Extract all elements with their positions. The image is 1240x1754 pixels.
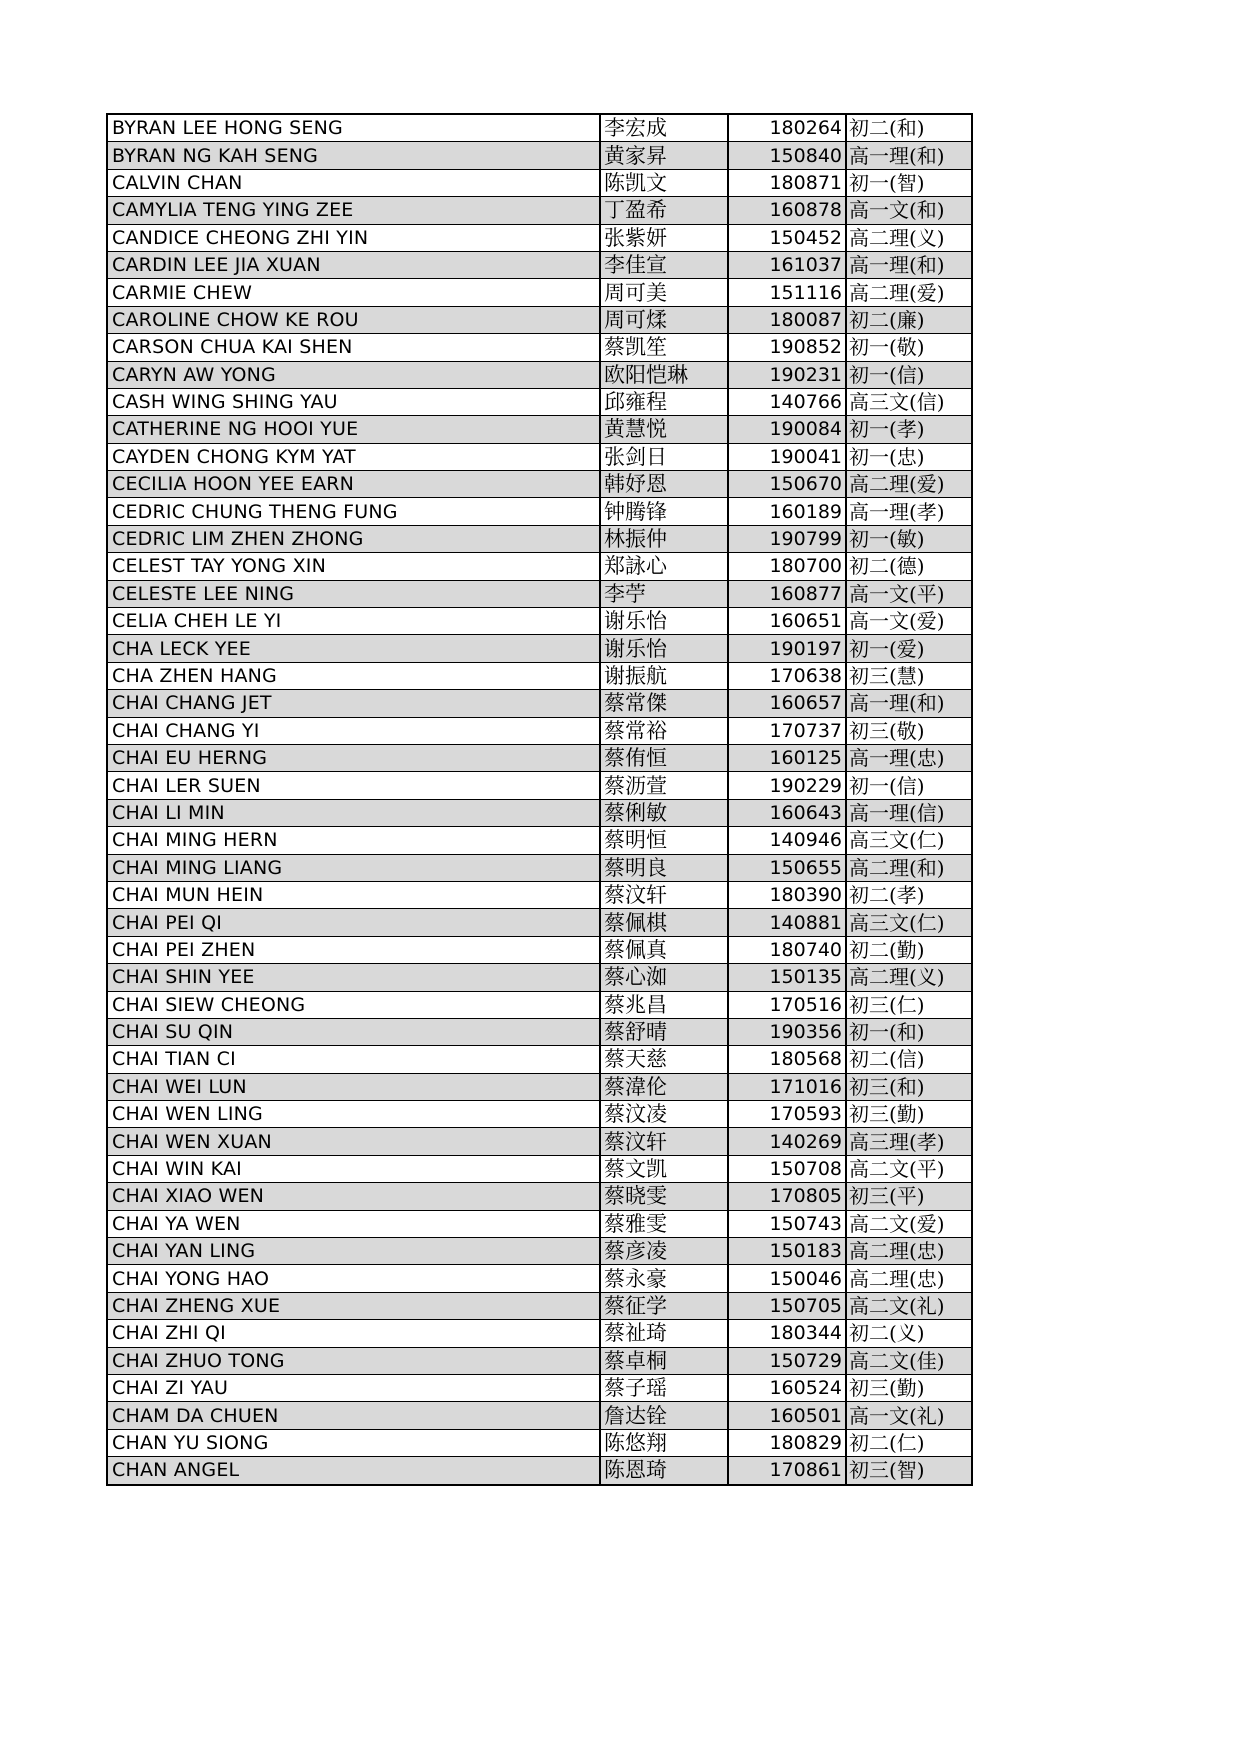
student-name-cell: CHAI WIN KAI	[107, 1155, 600, 1182]
student-id-cell: 180829	[728, 1429, 846, 1456]
student-roster-table	[106, 113, 973, 1486]
table-row	[107, 443, 972, 470]
chinese-name-cell: 韩妤恩	[600, 471, 728, 498]
table-row	[107, 224, 972, 251]
student-name-cell: CHA LECK YEE	[107, 635, 600, 662]
student-id-cell: 180700	[728, 553, 846, 580]
chinese-name-cell: 林振仲	[600, 525, 728, 552]
table-row	[107, 1018, 972, 1045]
student-name-cell: CHAI WEN LING	[107, 1101, 600, 1128]
chinese-name-cell: 蔡祉琦	[600, 1320, 728, 1347]
student-name-cell: CELESTE LEE NING	[107, 580, 600, 607]
class-cell: 高一理(孝)	[846, 498, 972, 525]
table-row	[107, 279, 972, 306]
class-cell: 初一(孝)	[846, 416, 972, 443]
student-id-cell: 160125	[728, 744, 846, 771]
table-row	[107, 142, 972, 169]
student-name-cell: CHAI EU HERNG	[107, 744, 600, 771]
student-id-cell: 140269	[728, 1128, 846, 1155]
student-name-cell: CHA ZHEN HANG	[107, 662, 600, 689]
table-row	[107, 854, 972, 881]
table-row	[107, 744, 972, 771]
table-row	[107, 114, 972, 142]
class-cell: 高一文(礼)	[846, 1402, 972, 1429]
chinese-name-cell: 张紫妍	[600, 224, 728, 251]
student-id-cell: 190084	[728, 416, 846, 443]
student-id-cell: 150840	[728, 142, 846, 169]
student-name-cell: CHAI ZHUO TONG	[107, 1347, 600, 1374]
class-cell: 初三(和)	[846, 1073, 972, 1100]
table-row	[107, 197, 972, 224]
class-cell: 高一理(忠)	[846, 744, 972, 771]
class-cell: 高三文(仁)	[846, 827, 972, 854]
table-row	[107, 1073, 972, 1100]
class-cell: 初二(勤)	[846, 936, 972, 963]
table-row	[107, 1210, 972, 1237]
student-name-cell: CHAI TIAN CI	[107, 1046, 600, 1073]
table-row	[107, 1101, 972, 1128]
student-name-cell: CARYN AW YONG	[107, 361, 600, 388]
student-id-cell: 180087	[728, 306, 846, 333]
table-row	[107, 1046, 972, 1073]
table-row	[107, 1457, 972, 1485]
chinese-name-cell: 蔡汶轩	[600, 881, 728, 908]
chinese-name-cell: 蔡明恒	[600, 827, 728, 854]
class-cell: 初一(信)	[846, 772, 972, 799]
chinese-name-cell: 蔡沥萱	[600, 772, 728, 799]
student-id-cell: 150729	[728, 1347, 846, 1374]
chinese-name-cell: 丁盈希	[600, 197, 728, 224]
class-cell: 高一理(和)	[846, 690, 972, 717]
class-cell: 高二文(平)	[846, 1155, 972, 1182]
class-cell: 初一(智)	[846, 169, 972, 196]
class-cell: 初一(信)	[846, 361, 972, 388]
class-cell: 初一(忠)	[846, 443, 972, 470]
student-id-cell: 180740	[728, 936, 846, 963]
student-id-cell: 160877	[728, 580, 846, 607]
student-id-cell: 140766	[728, 388, 846, 415]
student-id-cell: 140881	[728, 909, 846, 936]
chinese-name-cell: 蔡明良	[600, 854, 728, 881]
student-name-cell: CARSON CHUA KAI SHEN	[107, 334, 600, 361]
student-name-cell: CASH WING SHING YAU	[107, 388, 600, 415]
student-name-cell: CAROLINE CHOW KE ROU	[107, 306, 600, 333]
student-name-cell: CHAI WEN XUAN	[107, 1128, 600, 1155]
student-name-cell: CHAI ZHENG XUE	[107, 1292, 600, 1319]
table-row	[107, 1128, 972, 1155]
chinese-name-cell: 谢乐怡	[600, 635, 728, 662]
chinese-name-cell: 蔡常傑	[600, 690, 728, 717]
student-id-cell: 180568	[728, 1046, 846, 1073]
chinese-name-cell: 蔡凯笙	[600, 334, 728, 361]
student-name-cell: CHAI YONG HAO	[107, 1265, 600, 1292]
student-id-cell: 170805	[728, 1183, 846, 1210]
student-name-cell: CHAI MING HERN	[107, 827, 600, 854]
student-id-cell: 180344	[728, 1320, 846, 1347]
student-id-cell: 150705	[728, 1292, 846, 1319]
student-name-cell: CHAI SU QIN	[107, 1018, 600, 1045]
chinese-name-cell: 李佳宣	[600, 251, 728, 278]
student-id-cell: 160501	[728, 1402, 846, 1429]
student-id-cell: 190229	[728, 772, 846, 799]
chinese-name-cell: 蔡佩真	[600, 936, 728, 963]
chinese-name-cell: 蔡心洳	[600, 964, 728, 991]
chinese-name-cell: 张剑日	[600, 443, 728, 470]
class-cell: 高一文(和)	[846, 197, 972, 224]
class-cell: 初三(仁)	[846, 991, 972, 1018]
student-id-cell: 190197	[728, 635, 846, 662]
table-row	[107, 772, 972, 799]
class-cell: 高一文(平)	[846, 580, 972, 607]
class-cell: 初二(廉)	[846, 306, 972, 333]
class-cell: 初一(爱)	[846, 635, 972, 662]
student-name-cell: CHAI ZI YAU	[107, 1374, 600, 1401]
student-id-cell: 161037	[728, 251, 846, 278]
chinese-name-cell: 蔡湋伦	[600, 1073, 728, 1100]
table-row	[107, 1265, 972, 1292]
table-row	[107, 799, 972, 826]
class-cell: 高二理(义)	[846, 224, 972, 251]
table-row	[107, 334, 972, 361]
student-name-cell: CHAI MING LIANG	[107, 854, 600, 881]
chinese-name-cell: 蔡子瑶	[600, 1374, 728, 1401]
student-id-cell: 150743	[728, 1210, 846, 1237]
class-cell: 高二文(佳)	[846, 1347, 972, 1374]
student-id-cell: 170516	[728, 991, 846, 1018]
table-row	[107, 964, 972, 991]
table-row	[107, 1155, 972, 1182]
class-cell: 初二(仁)	[846, 1429, 972, 1456]
student-id-cell: 190852	[728, 334, 846, 361]
table-row	[107, 881, 972, 908]
student-name-cell: CHAI SHIN YEE	[107, 964, 600, 991]
table-row	[107, 580, 972, 607]
student-id-cell: 150708	[728, 1155, 846, 1182]
class-cell: 初二(义)	[846, 1320, 972, 1347]
chinese-name-cell: 蔡文凯	[600, 1155, 728, 1182]
chinese-name-cell: 钟腾锋	[600, 498, 728, 525]
student-name-cell: CARMIE CHEW	[107, 279, 600, 306]
chinese-name-cell: 谢乐怡	[600, 608, 728, 635]
student-id-cell: 150655	[728, 854, 846, 881]
student-id-cell: 180871	[728, 169, 846, 196]
student-name-cell: CALVIN CHAN	[107, 169, 600, 196]
class-cell: 高三文(信)	[846, 388, 972, 415]
chinese-name-cell: 蔡卓桐	[600, 1347, 728, 1374]
student-id-cell: 151116	[728, 279, 846, 306]
chinese-name-cell: 蔡雅雯	[600, 1210, 728, 1237]
class-cell: 高二理(爱)	[846, 471, 972, 498]
chinese-name-cell: 蔡汶轩	[600, 1128, 728, 1155]
student-name-cell: CANDICE CHEONG ZHI YIN	[107, 224, 600, 251]
student-name-cell: CATHERINE NG HOOI YUE	[107, 416, 600, 443]
chinese-name-cell: 蔡汶凌	[600, 1101, 728, 1128]
student-id-cell: 190041	[728, 443, 846, 470]
table-row	[107, 1347, 972, 1374]
student-name-cell: CHAI ZHI QI	[107, 1320, 600, 1347]
class-cell: 初三(敬)	[846, 717, 972, 744]
chinese-name-cell: 蔡兆昌	[600, 991, 728, 1018]
student-name-cell: CAYDEN CHONG KYM YAT	[107, 443, 600, 470]
table-row	[107, 361, 972, 388]
student-id-cell: 150452	[728, 224, 846, 251]
table-row	[107, 1429, 972, 1456]
class-cell: 高二理(和)	[846, 854, 972, 881]
student-id-cell: 190356	[728, 1018, 846, 1045]
class-cell: 初二(德)	[846, 553, 972, 580]
student-id-cell: 170737	[728, 717, 846, 744]
student-name-cell: CHAI YA WEN	[107, 1210, 600, 1237]
class-cell: 初一(和)	[846, 1018, 972, 1045]
table-row	[107, 388, 972, 415]
table-row	[107, 416, 972, 443]
chinese-name-cell: 郑詠心	[600, 553, 728, 580]
table-row	[107, 662, 972, 689]
student-name-cell: CELIA CHEH LE YI	[107, 608, 600, 635]
table-row	[107, 909, 972, 936]
student-name-cell: CHAM DA CHUEN	[107, 1402, 600, 1429]
student-id-cell: 160189	[728, 498, 846, 525]
class-cell: 初二(信)	[846, 1046, 972, 1073]
chinese-name-cell: 蔡侑恒	[600, 744, 728, 771]
student-name-cell: CEDRIC CHUNG THENG FUNG	[107, 498, 600, 525]
student-id-cell: 150183	[728, 1238, 846, 1265]
chinese-name-cell: 周可美	[600, 279, 728, 306]
table-row	[107, 608, 972, 635]
class-cell: 高一理(信)	[846, 799, 972, 826]
class-cell: 高二理(爱)	[846, 279, 972, 306]
chinese-name-cell: 蔡俐敏	[600, 799, 728, 826]
student-id-cell: 160651	[728, 608, 846, 635]
student-name-cell: CHAI MUN HEIN	[107, 881, 600, 908]
class-cell: 初三(智)	[846, 1457, 972, 1485]
chinese-name-cell: 蔡常裕	[600, 717, 728, 744]
student-name-cell: CHAI SIEW CHEONG	[107, 991, 600, 1018]
roster-body	[107, 114, 972, 1485]
chinese-name-cell: 蔡彦凌	[600, 1238, 728, 1265]
class-cell: 初二(和)	[846, 114, 972, 142]
student-name-cell: CEDRIC LIM ZHEN ZHONG	[107, 525, 600, 552]
table-row	[107, 498, 972, 525]
student-id-cell: 140946	[728, 827, 846, 854]
chinese-name-cell: 黄家昇	[600, 142, 728, 169]
student-name-cell: CARDIN LEE JIA XUAN	[107, 251, 600, 278]
chinese-name-cell: 蔡征学	[600, 1292, 728, 1319]
class-cell: 初三(勤)	[846, 1101, 972, 1128]
student-name-cell: BYRAN NG KAH SENG	[107, 142, 600, 169]
student-id-cell: 160524	[728, 1374, 846, 1401]
student-name-cell: CHAI PEI QI	[107, 909, 600, 936]
class-cell: 高一理(和)	[846, 251, 972, 278]
student-name-cell: BYRAN LEE HONG SENG	[107, 114, 600, 142]
table-row	[107, 635, 972, 662]
class-cell: 初二(孝)	[846, 881, 972, 908]
chinese-name-cell: 邱雍程	[600, 388, 728, 415]
chinese-name-cell: 李宏成	[600, 114, 728, 142]
table-row	[107, 1320, 972, 1347]
student-name-cell: CHAN YU SIONG	[107, 1429, 600, 1456]
class-cell: 初一(敬)	[846, 334, 972, 361]
table-row	[107, 936, 972, 963]
student-id-cell: 150046	[728, 1265, 846, 1292]
student-id-cell: 150135	[728, 964, 846, 991]
student-id-cell: 150670	[728, 471, 846, 498]
student-id-cell: 160657	[728, 690, 846, 717]
student-name-cell: CELEST TAY YONG XIN	[107, 553, 600, 580]
student-id-cell: 160878	[728, 197, 846, 224]
chinese-name-cell: 李苧	[600, 580, 728, 607]
chinese-name-cell: 蔡晓雯	[600, 1183, 728, 1210]
class-cell: 高三文(仁)	[846, 909, 972, 936]
table-row	[107, 827, 972, 854]
student-name-cell: CAMYLIA TENG YING ZEE	[107, 197, 600, 224]
student-name-cell: CHAI CHANG YI	[107, 717, 600, 744]
table-row	[107, 471, 972, 498]
student-id-cell: 171016	[728, 1073, 846, 1100]
student-name-cell: CHAI YAN LING	[107, 1238, 600, 1265]
table-row	[107, 525, 972, 552]
student-id-cell: 190231	[728, 361, 846, 388]
class-cell: 高二理(义)	[846, 964, 972, 991]
student-id-cell: 180390	[728, 881, 846, 908]
chinese-name-cell: 蔡永豪	[600, 1265, 728, 1292]
class-cell: 初一(敏)	[846, 525, 972, 552]
chinese-name-cell: 陈凯文	[600, 169, 728, 196]
class-cell: 高二文(爱)	[846, 1210, 972, 1237]
chinese-name-cell: 蔡佩棋	[600, 909, 728, 936]
table-row	[107, 1374, 972, 1401]
class-cell: 高二理(忠)	[846, 1238, 972, 1265]
chinese-name-cell: 陈恩琦	[600, 1457, 728, 1485]
table-row	[107, 991, 972, 1018]
table-row	[107, 1292, 972, 1319]
class-cell: 初三(平)	[846, 1183, 972, 1210]
student-id-cell: 170638	[728, 662, 846, 689]
student-id-cell: 170593	[728, 1101, 846, 1128]
chinese-name-cell: 黄慧悦	[600, 416, 728, 443]
table-row	[107, 1402, 972, 1429]
table-row	[107, 251, 972, 278]
student-name-cell: CHAI XIAO WEN	[107, 1183, 600, 1210]
class-cell: 高二文(礼)	[846, 1292, 972, 1319]
class-cell: 初三(勤)	[846, 1374, 972, 1401]
table-row	[107, 169, 972, 196]
student-name-cell: CHAI WEI LUN	[107, 1073, 600, 1100]
class-cell: 高一理(和)	[846, 142, 972, 169]
table-row	[107, 690, 972, 717]
student-name-cell: CHAI LI MIN	[107, 799, 600, 826]
chinese-name-cell: 蔡舒晴	[600, 1018, 728, 1045]
student-name-cell: CHAN ANGEL	[107, 1457, 600, 1485]
chinese-name-cell: 詹达铨	[600, 1402, 728, 1429]
chinese-name-cell: 谢振航	[600, 662, 728, 689]
student-id-cell: 170861	[728, 1457, 846, 1485]
table-row	[107, 717, 972, 744]
class-cell: 高一文(爱)	[846, 608, 972, 635]
chinese-name-cell: 欧阳恺琳	[600, 361, 728, 388]
chinese-name-cell: 周可煣	[600, 306, 728, 333]
student-id-cell: 190799	[728, 525, 846, 552]
student-name-cell: CHAI PEI ZHEN	[107, 936, 600, 963]
class-cell: 高二理(忠)	[846, 1265, 972, 1292]
class-cell: 初三(慧)	[846, 662, 972, 689]
student-id-cell: 180264	[728, 114, 846, 142]
student-id-cell: 160643	[728, 799, 846, 826]
class-cell: 高三理(孝)	[846, 1128, 972, 1155]
student-name-cell: CHAI LER SUEN	[107, 772, 600, 799]
table-row	[107, 1183, 972, 1210]
chinese-name-cell: 陈悠翔	[600, 1429, 728, 1456]
student-name-cell: CHAI CHANG JET	[107, 690, 600, 717]
student-name-cell: CECILIA HOON YEE EARN	[107, 471, 600, 498]
table-row	[107, 306, 972, 333]
table-row	[107, 553, 972, 580]
chinese-name-cell: 蔡天慈	[600, 1046, 728, 1073]
table-row	[107, 1238, 972, 1265]
